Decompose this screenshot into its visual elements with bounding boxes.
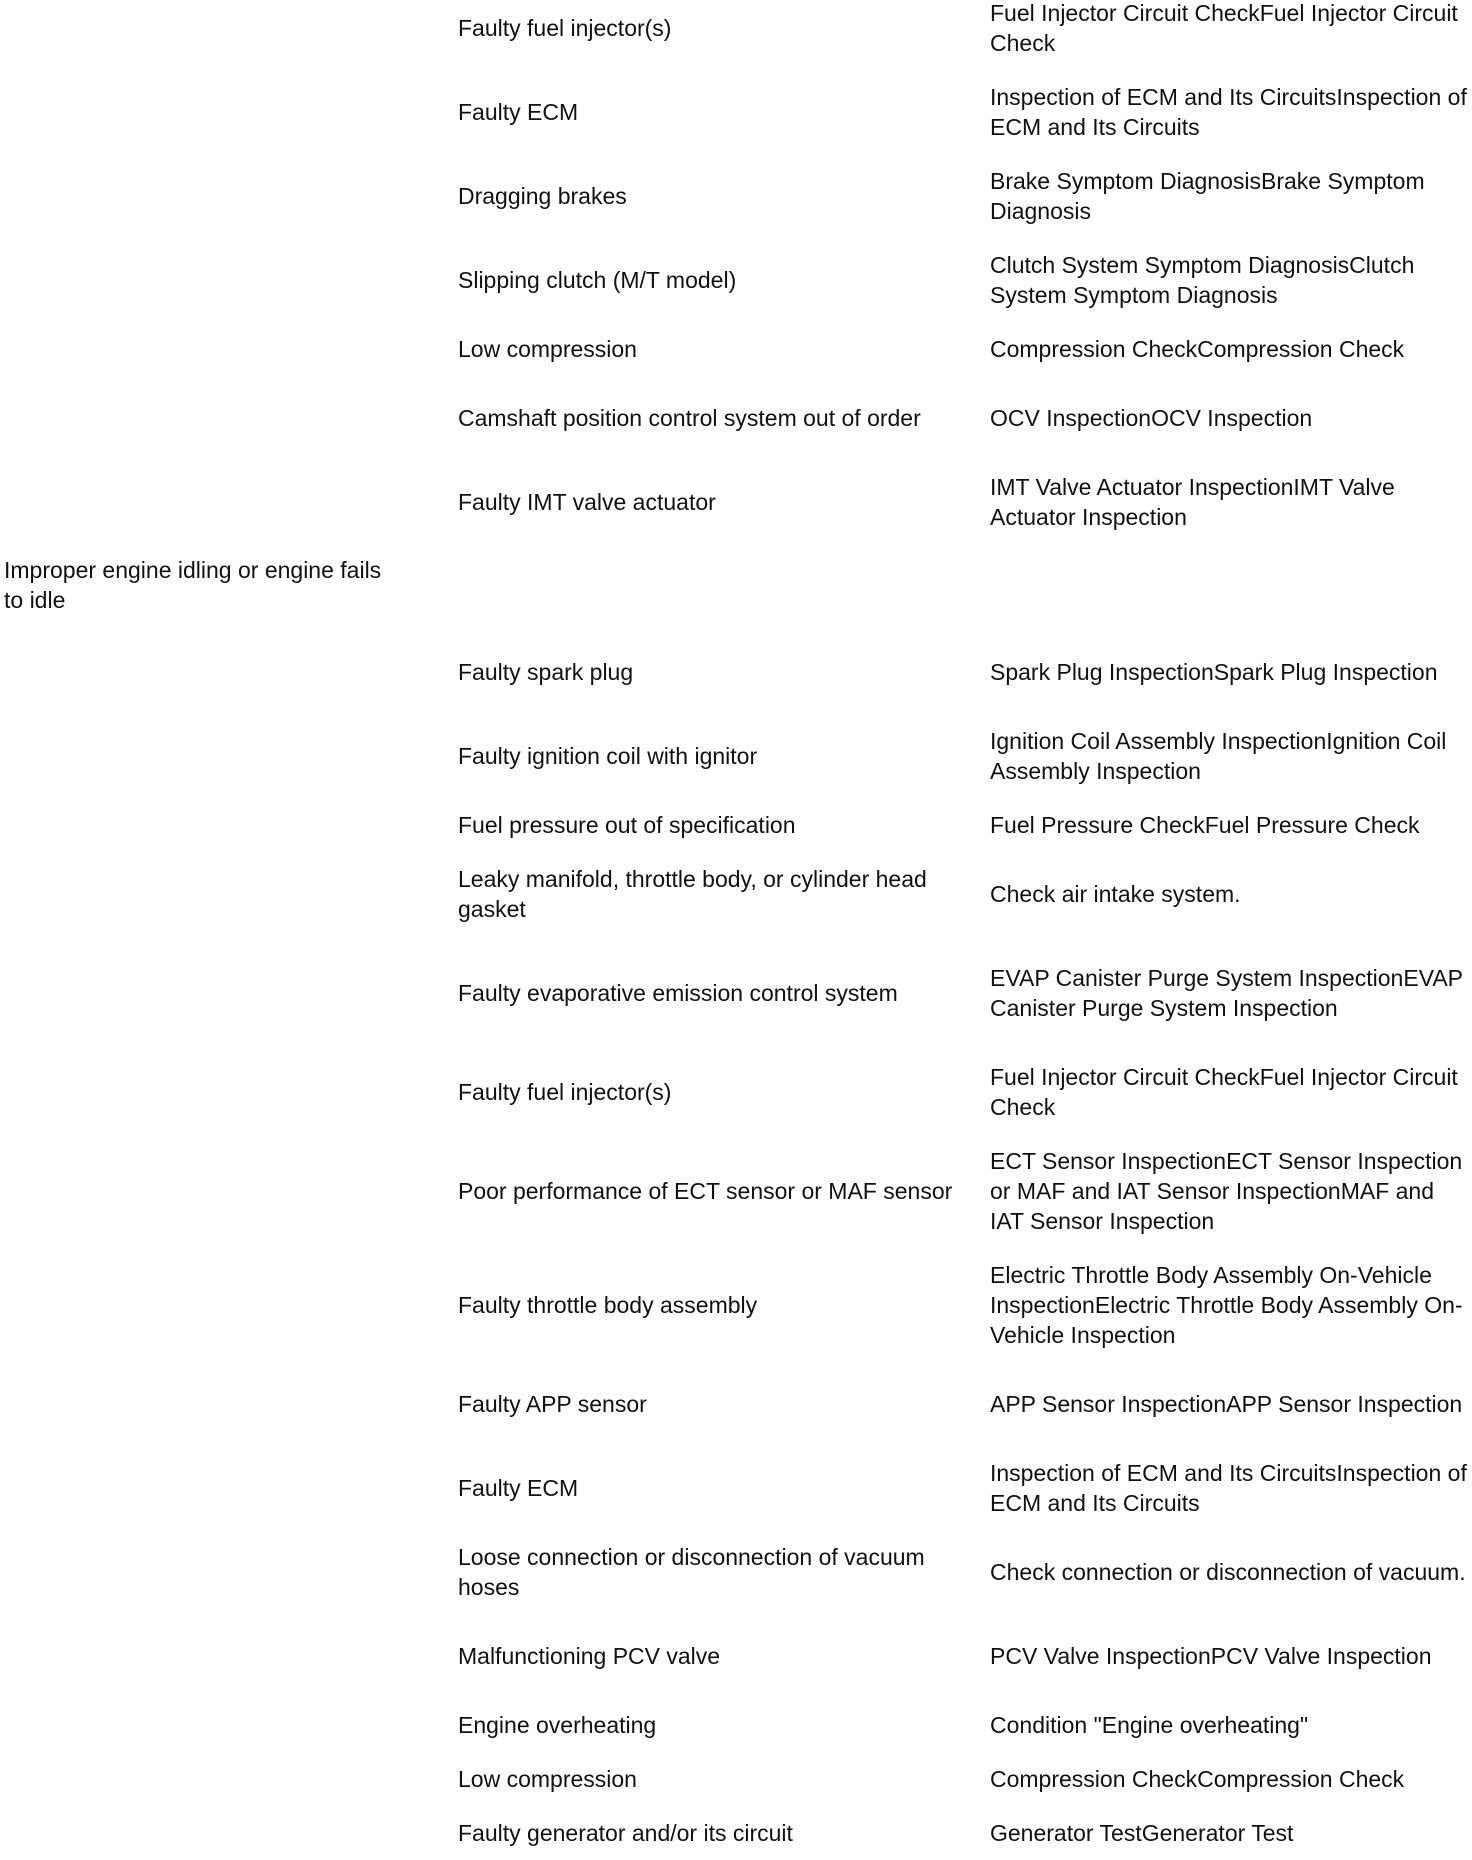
check-cell: Clutch System Symptom DiagnosisClutch System Symptom Diagnosis <box>990 252 1415 308</box>
cause-cell: Fuel pressure out of specification <box>458 812 796 838</box>
cause-cell: Engine overheating <box>458 1712 657 1738</box>
cause-cell: Faulty fuel injector(s) <box>458 1079 672 1105</box>
check-cell: Electric Throttle Body Assembly On-Vehicle InspectionElectric Throttle Body Assembly On-Vehicle Inspection <box>990 1262 1463 1348</box>
cause-cell: Loose connection or disconnection of vacuum hoses <box>458 1544 925 1600</box>
check-cell: Spark Plug InspectionSpark Plug Inspection <box>990 659 1438 685</box>
cause-cell: Low compression <box>458 336 637 362</box>
table-row <box>0 1752 1472 1806</box>
check-cell: Ignition Coil Assembly InspectionIgnition Coil Assembly Inspection <box>990 728 1447 784</box>
cause-cell: Faulty evaporative emission control system <box>458 980 898 1006</box>
table-row <box>0 798 1472 852</box>
table-row <box>0 936 1472 1050</box>
cause-cell: Faulty APP sensor <box>458 1391 647 1417</box>
table-row <box>0 1614 1472 1698</box>
cause-cell: Faulty ignition coil with ignitor <box>458 743 758 769</box>
table-row <box>0 238 1472 322</box>
check-cell: Fuel Injector Circuit CheckFuel Injector Circuit Check <box>990 0 1458 56</box>
first-group <box>0 0 1472 544</box>
table-row <box>0 1530 1472 1614</box>
table-row <box>0 154 1472 238</box>
cause-cell: Faulty ECM <box>458 1475 579 1501</box>
check-cell: Compression CheckCompression Check <box>990 1766 1405 1792</box>
check-cell: Check air intake system. <box>990 881 1241 907</box>
table-row <box>0 0 1472 70</box>
cause-cell: Leaky manifold, throttle body, or cylinder head gasket <box>458 866 927 922</box>
table-row <box>0 714 1472 798</box>
table-row <box>0 460 1472 544</box>
cause-cell: Faulty IMT valve actuator <box>458 489 716 515</box>
table-row <box>0 70 1472 154</box>
check-cell: ECT Sensor InspectionECT Sensor Inspection or MAF and IAT Sensor InspectionMAF and IAT Sensor Inspection <box>990 1148 1463 1234</box>
table-row <box>0 1050 1472 1134</box>
check-cell: Condition "Engine overheating" <box>990 1712 1309 1738</box>
check-cell: Fuel Pressure CheckFuel Pressure Check <box>990 812 1420 838</box>
check-cell: Compression CheckCompression Check <box>990 336 1405 362</box>
check-cell: OCV InspectionOCV Inspection <box>990 405 1313 431</box>
cause-cell: Faulty throttle body assembly <box>458 1292 758 1318</box>
second-group <box>0 630 1472 1860</box>
cause-cell: Camshaft position control system out of order <box>458 405 921 431</box>
check-cell: Generator TestGenerator Test <box>990 1820 1294 1846</box>
cause-cell: Dragging brakes <box>458 183 627 209</box>
check-cell: Inspection of ECM and Its CircuitsInspection of ECM and Its Circuits <box>990 1460 1467 1516</box>
cause-cell: Low compression <box>458 1766 637 1792</box>
table-row <box>0 1134 1472 1248</box>
check-cell: Fuel Injector Circuit CheckFuel Injector Circuit Check <box>990 1064 1458 1120</box>
condition-label: Improper engine idling or engine fails to idle <box>4 557 382 613</box>
cause-cell: Slipping clutch (M/T model) <box>458 267 737 293</box>
table-row <box>0 1698 1472 1752</box>
cause-cell: Poor performance of ECT sensor or MAF sensor <box>458 1178 953 1204</box>
check-cell: Inspection of ECM and Its CircuitsInspection of ECM and Its Circuits <box>990 84 1467 140</box>
table-row <box>0 376 1472 460</box>
table-row <box>0 852 1472 936</box>
check-cell: IMT Valve Actuator InspectionIMT Valve Actuator Inspection <box>990 474 1395 530</box>
check-cell: Brake Symptom DiagnosisBrake Symptom Diagnosis <box>990 168 1425 224</box>
cause-cell: Faulty generator and/or its circuit <box>458 1820 793 1846</box>
table-row <box>0 1362 1472 1446</box>
cause-cell: Faulty ECM <box>458 99 579 125</box>
check-cell: EVAP Canister Purge System InspectionEVAP Canister Purge System Inspection <box>990 965 1463 1021</box>
table-row <box>0 1446 1472 1530</box>
cause-cell: Faulty spark plug <box>458 659 634 685</box>
cause-cell: Malfunctioning PCV valve <box>458 1643 721 1669</box>
table-row <box>0 1806 1472 1860</box>
check-cell: Check connection or disconnection of vacuum. <box>990 1559 1466 1585</box>
check-cell: APP Sensor InspectionAPP Sensor Inspection <box>990 1391 1463 1417</box>
check-cell: PCV Valve InspectionPCV Valve Inspection <box>990 1643 1432 1669</box>
cause-cell: Faulty fuel injector(s) <box>458 15 672 41</box>
table-row <box>0 1248 1472 1362</box>
table-row <box>0 630 1472 714</box>
table-row <box>0 322 1472 376</box>
